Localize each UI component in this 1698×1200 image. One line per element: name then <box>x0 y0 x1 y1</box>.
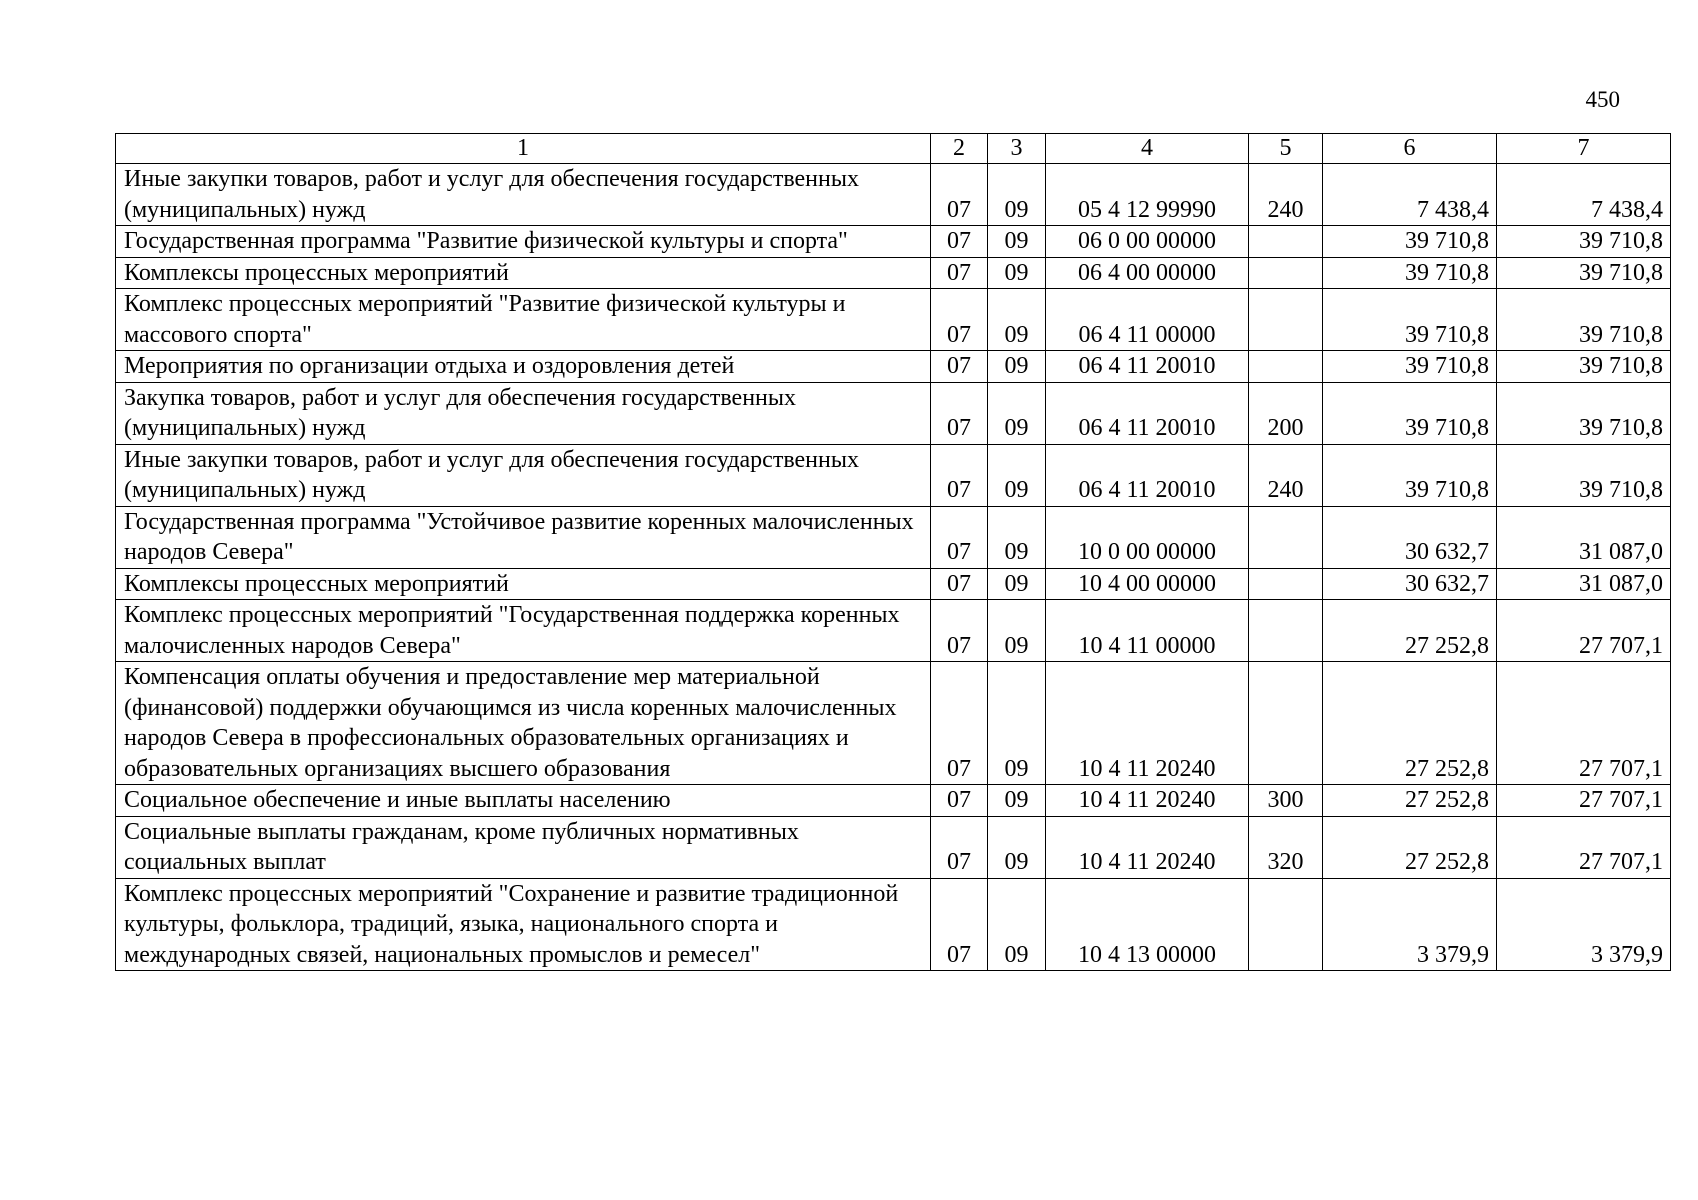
row-subsection-cell: 09 <box>988 257 1046 289</box>
row-amount-2-cell: 7 438,4 <box>1497 164 1671 226</box>
row-amount-1-cell: 3 379,9 <box>1323 878 1497 971</box>
row-target-article-cell: 06 4 11 20010 <box>1046 444 1249 506</box>
row-amount-2-cell: 31 087,0 <box>1497 506 1671 568</box>
row-expense-type-cell <box>1249 257 1323 289</box>
row-name-cell: Государственная программа "Развитие физической культуры и спорта" <box>116 226 931 258</box>
row-target-article-cell: 10 4 11 20240 <box>1046 785 1249 817</box>
row-section-cell: 07 <box>931 600 988 662</box>
row-amount-1-cell: 39 710,8 <box>1323 226 1497 258</box>
row-section-cell: 07 <box>931 226 988 258</box>
row-section-cell: 07 <box>931 257 988 289</box>
row-amount-1-cell: 39 710,8 <box>1323 289 1497 351</box>
row-amount-1-cell: 27 252,8 <box>1323 600 1497 662</box>
row-amount-1-cell: 30 632,7 <box>1323 506 1497 568</box>
row-subsection-cell: 09 <box>988 816 1046 878</box>
row-expense-type-cell <box>1249 506 1323 568</box>
row-expense-type-cell: 320 <box>1249 816 1323 878</box>
table-row <box>116 444 1671 506</box>
table-row <box>116 226 1671 258</box>
row-target-article-cell: 06 4 11 20010 <box>1046 382 1249 444</box>
row-expense-type-cell: 200 <box>1249 382 1323 444</box>
row-amount-2-cell: 39 710,8 <box>1497 257 1671 289</box>
table-row <box>116 382 1671 444</box>
row-amount-2-cell: 39 710,8 <box>1497 444 1671 506</box>
row-expense-type-cell <box>1249 351 1323 383</box>
row-amount-2-cell: 31 087,0 <box>1497 568 1671 600</box>
row-amount-2-cell: 27 707,1 <box>1497 816 1671 878</box>
header-cell-6: 6 <box>1323 134 1497 164</box>
row-subsection-cell: 09 <box>988 289 1046 351</box>
row-subsection-cell: 09 <box>988 226 1046 258</box>
table-row <box>116 506 1671 568</box>
row-subsection-cell: 09 <box>988 568 1046 600</box>
row-target-article-cell: 06 4 11 20010 <box>1046 351 1249 383</box>
header-cell-1: 1 <box>116 134 931 164</box>
row-name-cell: Иные закупки товаров, работ и услуг для обеспечения государственных (муниципальных) нужд <box>116 444 931 506</box>
row-name-cell: Закупка товаров, работ и услуг для обеспечения государственных (муниципальных) нужд <box>116 382 931 444</box>
row-name-cell: Государственная программа "Устойчивое развитие коренных малочисленных народов Севера" <box>116 506 931 568</box>
table-row <box>116 351 1671 383</box>
row-amount-2-cell: 39 710,8 <box>1497 382 1671 444</box>
row-subsection-cell: 09 <box>988 382 1046 444</box>
row-amount-2-cell: 3 379,9 <box>1497 878 1671 971</box>
table-row <box>116 600 1671 662</box>
row-name-cell: Социальные выплаты гражданам, кроме публичных нормативных социальных выплат <box>116 816 931 878</box>
row-section-cell: 07 <box>931 444 988 506</box>
row-amount-2-cell: 27 707,1 <box>1497 662 1671 785</box>
page-number: 450 <box>1585 87 1620 112</box>
row-subsection-cell: 09 <box>988 506 1046 568</box>
row-subsection-cell: 09 <box>988 444 1046 506</box>
row-subsection-cell: 09 <box>988 878 1046 971</box>
row-name-cell: Иные закупки товаров, работ и услуг для обеспечения государственных (муниципальных) нужд <box>116 164 931 226</box>
row-target-article-cell: 10 4 11 00000 <box>1046 600 1249 662</box>
row-section-cell: 07 <box>931 662 988 785</box>
row-expense-type-cell <box>1249 662 1323 785</box>
row-target-article-cell: 10 4 11 20240 <box>1046 816 1249 878</box>
row-amount-1-cell: 39 710,8 <box>1323 444 1497 506</box>
row-name-cell: Комплексы процессных мероприятий <box>116 568 931 600</box>
row-target-article-cell: 06 4 00 00000 <box>1046 257 1249 289</box>
row-amount-1-cell: 39 710,8 <box>1323 257 1497 289</box>
row-target-article-cell: 06 0 00 00000 <box>1046 226 1249 258</box>
row-section-cell: 07 <box>931 878 988 971</box>
row-expense-type-cell <box>1249 878 1323 971</box>
row-expense-type-cell: 300 <box>1249 785 1323 817</box>
table-row <box>116 289 1671 351</box>
row-section-cell: 07 <box>931 351 988 383</box>
row-section-cell: 07 <box>931 382 988 444</box>
table-row <box>116 568 1671 600</box>
row-target-article-cell: 10 4 11 20240 <box>1046 662 1249 785</box>
row-section-cell: 07 <box>931 289 988 351</box>
row-name-cell: Комплексы процессных мероприятий <box>116 257 931 289</box>
row-section-cell: 07 <box>931 816 988 878</box>
header-cell-5: 5 <box>1249 134 1323 164</box>
row-amount-2-cell: 39 710,8 <box>1497 351 1671 383</box>
table-row <box>116 164 1671 226</box>
row-name-cell: Компенсация оплаты обучения и предоставление мер материальной (финансовой) поддержки обучающимся из числа коренных малочисленных народов Севера в профессиональных образовательных организациях и образовательных организациях высшего образования <box>116 662 931 785</box>
row-expense-type-cell <box>1249 600 1323 662</box>
table-header-row <box>116 134 1671 164</box>
row-name-cell: Социальное обеспечение и иные выплаты населению <box>116 785 931 817</box>
row-subsection-cell: 09 <box>988 600 1046 662</box>
row-amount-1-cell: 7 438,4 <box>1323 164 1497 226</box>
row-amount-1-cell: 27 252,8 <box>1323 662 1497 785</box>
table-row <box>116 785 1671 817</box>
table-row <box>116 662 1671 785</box>
row-subsection-cell: 09 <box>988 785 1046 817</box>
table-row <box>116 878 1671 971</box>
row-subsection-cell: 09 <box>988 662 1046 785</box>
row-section-cell: 07 <box>931 164 988 226</box>
row-subsection-cell: 09 <box>988 351 1046 383</box>
header-cell-2: 2 <box>931 134 988 164</box>
row-amount-2-cell: 39 710,8 <box>1497 289 1671 351</box>
row-expense-type-cell <box>1249 226 1323 258</box>
row-name-cell: Комплекс процессных мероприятий "Развитие физической культуры и массового спорта" <box>116 289 931 351</box>
header-cell-7: 7 <box>1497 134 1671 164</box>
row-section-cell: 07 <box>931 785 988 817</box>
row-section-cell: 07 <box>931 568 988 600</box>
table-row <box>116 257 1671 289</box>
row-amount-1-cell: 30 632,7 <box>1323 568 1497 600</box>
budget-table <box>115 133 1671 971</box>
row-expense-type-cell: 240 <box>1249 164 1323 226</box>
row-expense-type-cell <box>1249 568 1323 600</box>
row-amount-2-cell: 39 710,8 <box>1497 226 1671 258</box>
row-name-cell: Мероприятия по организации отдыха и оздоровления детей <box>116 351 931 383</box>
row-target-article-cell: 10 4 00 00000 <box>1046 568 1249 600</box>
row-expense-type-cell: 240 <box>1249 444 1323 506</box>
row-amount-2-cell: 27 707,1 <box>1497 785 1671 817</box>
row-section-cell: 07 <box>931 506 988 568</box>
table-row <box>116 816 1671 878</box>
header-cell-3: 3 <box>988 134 1046 164</box>
row-expense-type-cell <box>1249 289 1323 351</box>
row-subsection-cell: 09 <box>988 164 1046 226</box>
row-name-cell: Комплекс процессных мероприятий "Сохранение и развитие традиционной культуры, фольклора, традиций, языка, национального спорта и международных связей, национальных промыслов и ремесел" <box>116 878 931 971</box>
row-name-cell: Комплекс процессных мероприятий "Государственная поддержка коренных малочисленных народов Севера" <box>116 600 931 662</box>
row-target-article-cell: 10 0 00 00000 <box>1046 506 1249 568</box>
row-amount-1-cell: 39 710,8 <box>1323 382 1497 444</box>
row-amount-2-cell: 27 707,1 <box>1497 600 1671 662</box>
row-amount-1-cell: 39 710,8 <box>1323 351 1497 383</box>
row-target-article-cell: 05 4 12 99990 <box>1046 164 1249 226</box>
row-amount-1-cell: 27 252,8 <box>1323 785 1497 817</box>
row-target-article-cell: 10 4 13 00000 <box>1046 878 1249 971</box>
row-target-article-cell: 06 4 11 00000 <box>1046 289 1249 351</box>
row-amount-1-cell: 27 252,8 <box>1323 816 1497 878</box>
header-cell-4: 4 <box>1046 134 1249 164</box>
